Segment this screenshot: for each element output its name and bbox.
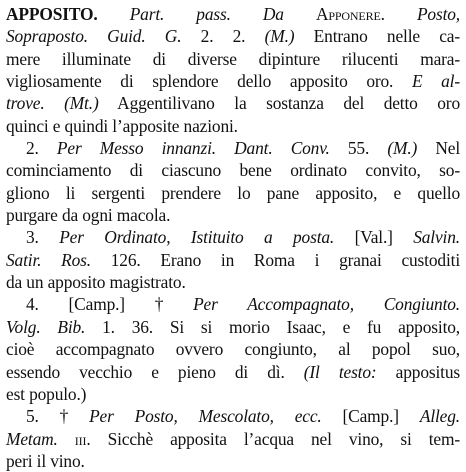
text-run: peri il vino. bbox=[6, 450, 85, 471]
text-line bbox=[6, 159, 460, 181]
text-run: APPOSITO. bbox=[6, 4, 98, 24]
text-line bbox=[6, 226, 460, 248]
text-run: Nel bbox=[417, 138, 461, 159]
text-run: Posto, bbox=[416, 4, 460, 24]
text-line bbox=[6, 25, 460, 47]
text-run: 1. 36. Si si morio Isaac, e fu apposito, bbox=[85, 316, 460, 337]
text-line bbox=[6, 3, 460, 25]
text-run: 4. [Camp.] † bbox=[26, 294, 194, 315]
text-run: purgare da ogni macola. bbox=[6, 205, 171, 226]
text-run: iii bbox=[74, 428, 87, 449]
text-run: (M.) bbox=[387, 138, 418, 159]
text-line bbox=[6, 115, 460, 137]
text-line bbox=[6, 182, 460, 204]
text-run: Per Accompagnato, Congiunto. bbox=[193, 294, 460, 315]
text-run: (M.) bbox=[264, 26, 295, 47]
text-run: Entrano nelle ca- bbox=[294, 26, 460, 47]
text-run: da un apposito magistrato. bbox=[6, 272, 186, 293]
text-line bbox=[6, 249, 460, 271]
text-run: vigliosamente di splendore dello apposito oro. bbox=[6, 71, 412, 92]
text-line bbox=[6, 92, 460, 114]
text-run: . bbox=[380, 4, 417, 24]
text-run: (Il testo: bbox=[303, 361, 377, 382]
text-run: Per Messo innanzi. Dant. Conv. bbox=[56, 138, 330, 159]
text-run: Metam. bbox=[6, 428, 58, 449]
text-run: 55. bbox=[329, 138, 388, 159]
text-run: Per Posto, Mescolato, ecc. bbox=[89, 406, 322, 427]
text-run: 2. 2. bbox=[181, 26, 265, 47]
text-run: quinci e quindi l’apposite nazioni. bbox=[6, 115, 238, 136]
text-run: 2. bbox=[26, 138, 57, 159]
text-line bbox=[6, 293, 460, 315]
text-line bbox=[6, 316, 460, 338]
text-line bbox=[6, 383, 460, 405]
text-run: Aggentilivano la sostanza del detto oro bbox=[98, 93, 460, 114]
text-line bbox=[6, 405, 460, 427]
text-run: essendo vecchio e pieno di dì. bbox=[6, 361, 304, 382]
text-run: Per Ordinato, Istituito a posta. bbox=[59, 227, 335, 248]
text-line bbox=[6, 48, 460, 70]
text-run: gliono li sergenti prendere lo pane apposito, e quello bbox=[6, 182, 460, 203]
text-run: E al- bbox=[411, 71, 460, 92]
text-line bbox=[6, 450, 460, 472]
text-run: appositus bbox=[376, 361, 461, 382]
text-run: [Camp.] bbox=[321, 406, 420, 427]
text-run: . Sicchè apposita l’acqua nel vino, si tem- bbox=[86, 428, 460, 449]
text-run: Volg. Bib. bbox=[6, 316, 86, 337]
text-run: Part. pass. Da bbox=[129, 4, 316, 24]
text-run: [Val.] bbox=[334, 227, 414, 248]
text-run: Sopraposto. Guid. G. bbox=[6, 26, 182, 47]
text-run: trove. (Mt.) bbox=[6, 93, 99, 114]
text-run: 3. bbox=[26, 227, 60, 248]
text-line bbox=[6, 204, 460, 226]
text-run: est populo.) bbox=[6, 383, 87, 404]
text-run: cominciamento di ciascuno bene ordinato convito, so- bbox=[6, 160, 460, 181]
text-run bbox=[98, 4, 130, 24]
text-line bbox=[6, 338, 460, 360]
text-run: mere illuminate di diverse dipinture rilucenti mara- bbox=[6, 48, 460, 69]
text-run: Alleg. bbox=[419, 406, 460, 427]
text-run: Salvin. bbox=[413, 227, 460, 248]
text-line bbox=[6, 361, 460, 383]
text-line bbox=[6, 428, 460, 450]
text-line bbox=[6, 70, 460, 92]
text-line bbox=[6, 137, 460, 159]
text-line bbox=[6, 271, 460, 293]
text-run: 126. Erano in Roma i granai custoditi bbox=[90, 249, 460, 270]
text-run: Satir. Ros. bbox=[6, 249, 91, 270]
text-run: Apponere bbox=[315, 4, 381, 24]
text-run: cioè accompagnato ovvero congiunto, al popol suo, bbox=[6, 339, 460, 360]
text-run: 5. † bbox=[26, 406, 90, 427]
